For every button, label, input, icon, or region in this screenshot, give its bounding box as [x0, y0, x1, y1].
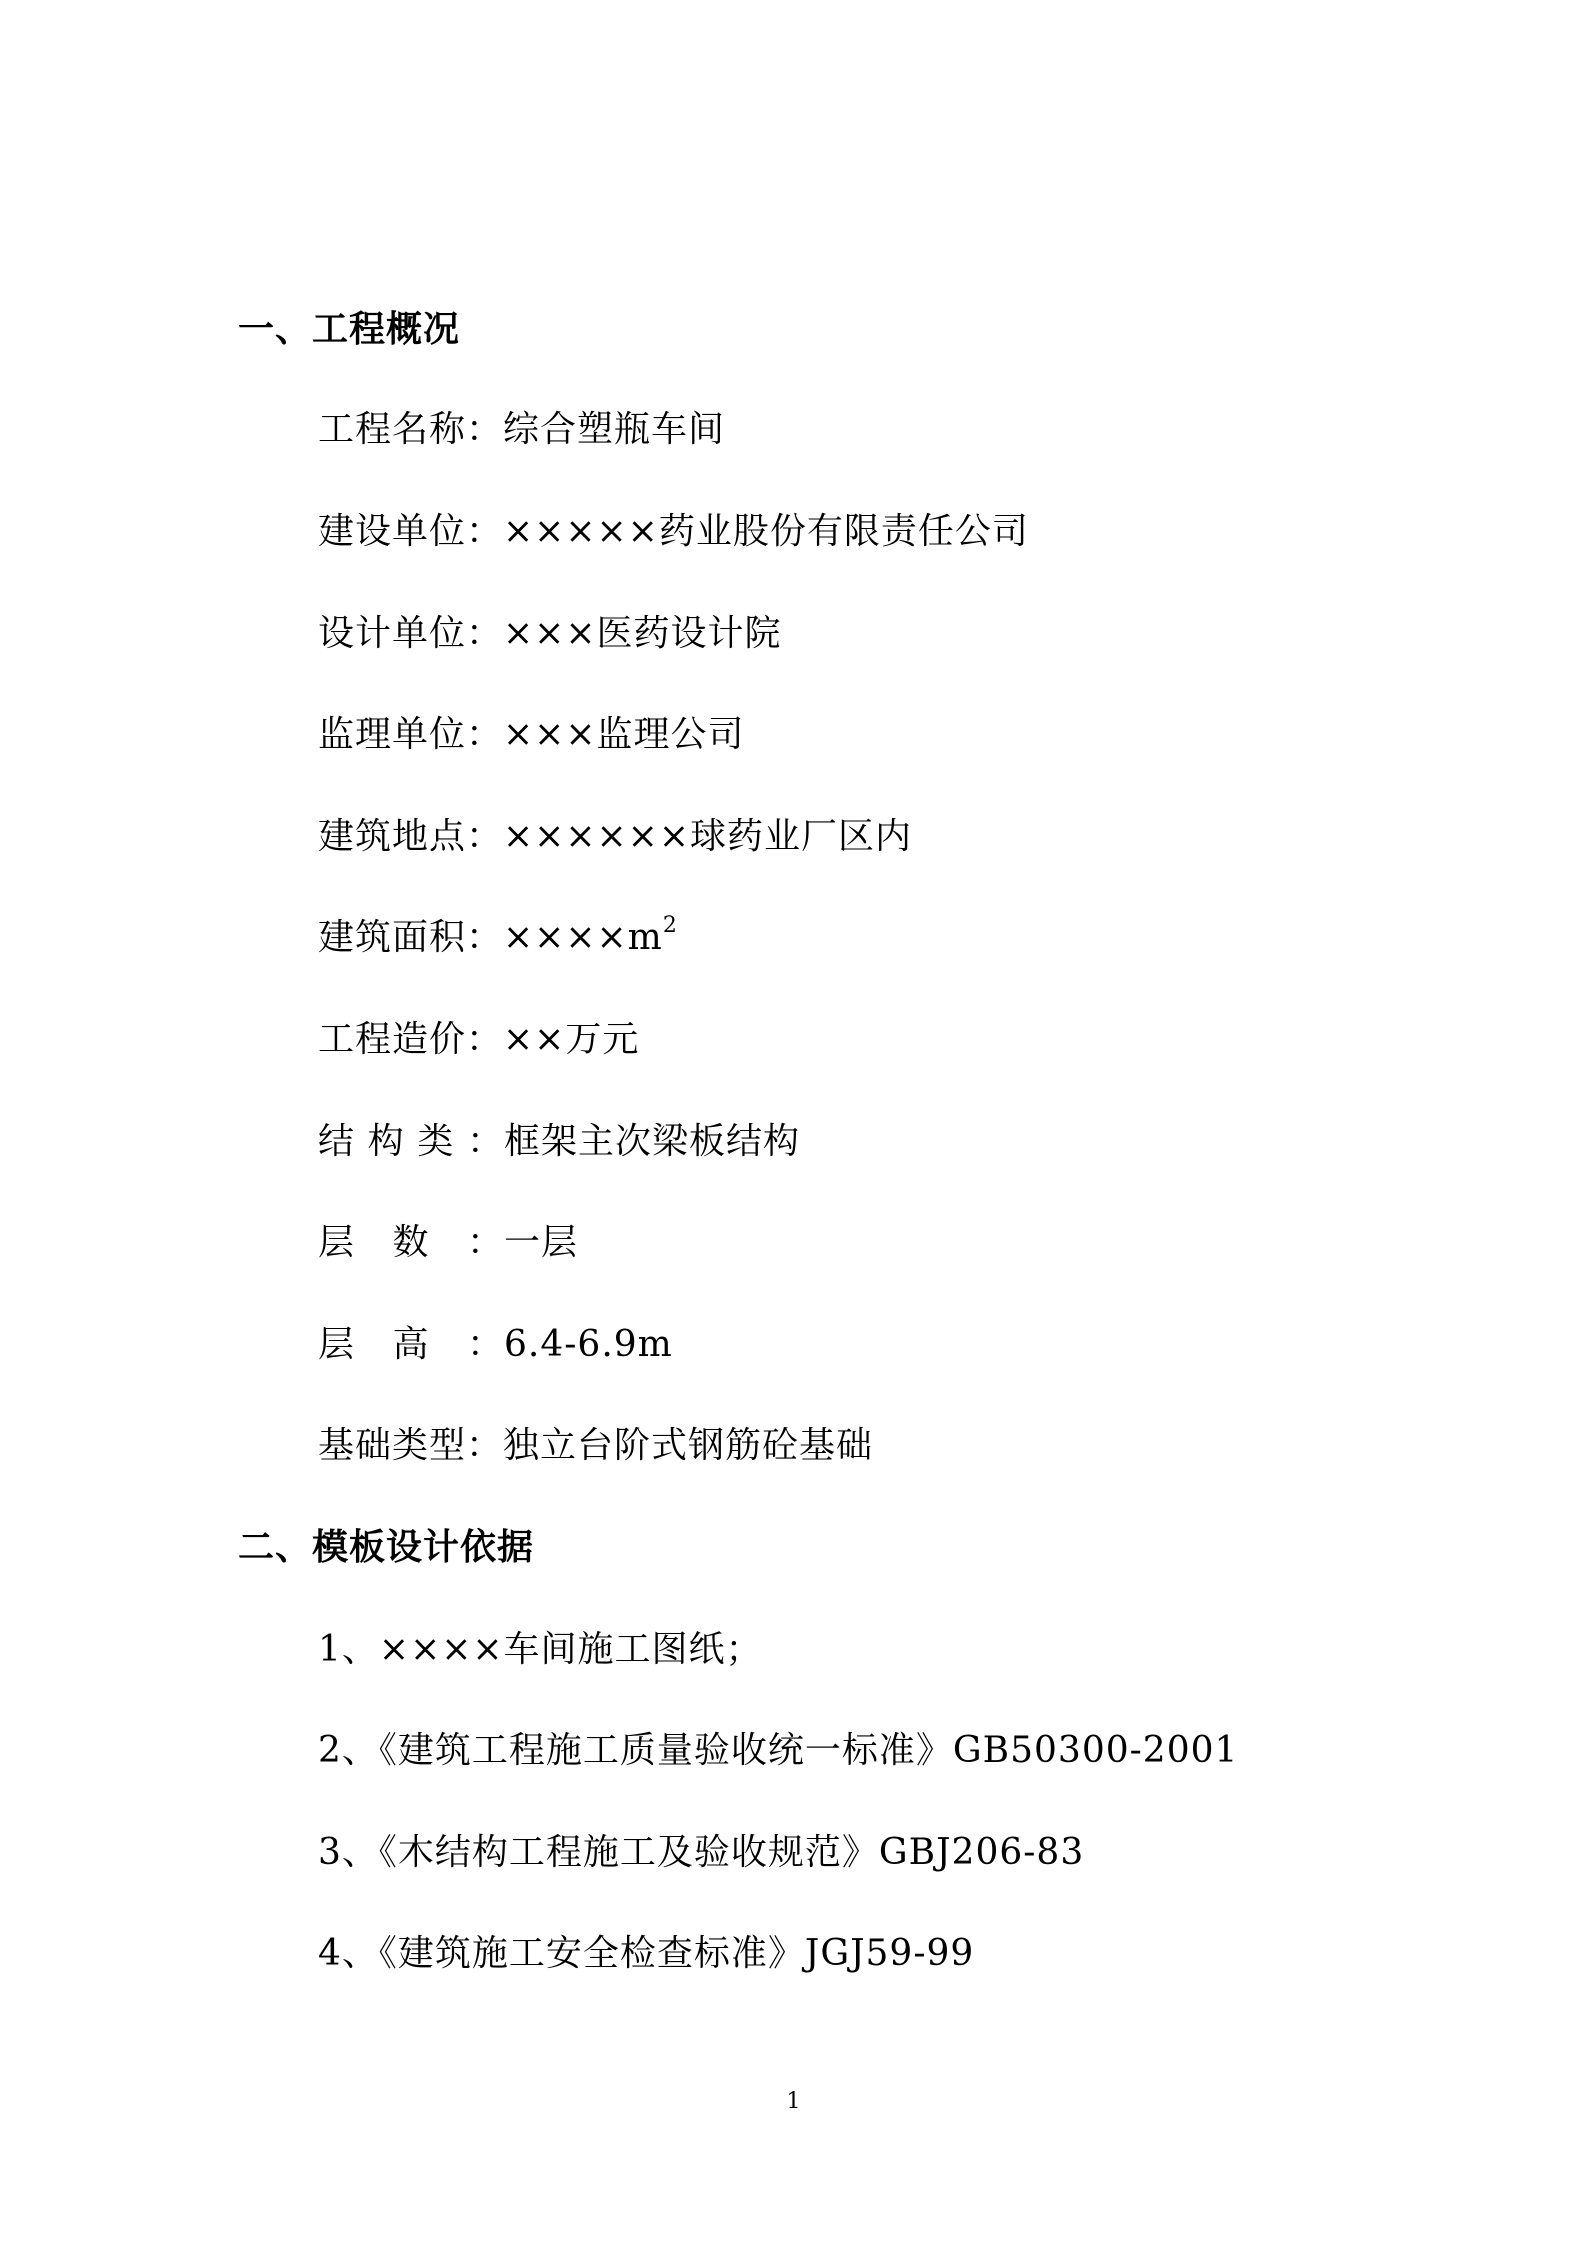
field-value: 一层	[504, 1222, 579, 1263]
field-building-area	[318, 913, 678, 960]
field-value: ××万元	[503, 1019, 640, 1060]
field-project-cost	[318, 1018, 639, 1062]
field-structure-type	[318, 1120, 800, 1164]
page-number: 1	[786, 2089, 801, 2114]
field-label: 基础类型：	[318, 1425, 504, 1466]
section-heading-formwork-basis: 二、模板设计依据	[238, 1527, 535, 1568]
field-label: 结构类：	[318, 1121, 504, 1162]
field-label: 设计单位：	[318, 613, 504, 654]
field-floor-height	[318, 1323, 673, 1367]
field-label: 层数：	[318, 1222, 504, 1263]
field-label: 建筑地点：	[318, 816, 504, 857]
field-value: 6.4-6.9m	[504, 1324, 673, 1365]
field-value: 独立台阶式钢筋砼基础	[503, 1425, 874, 1466]
field-value: ××××××球药业厂区内	[503, 816, 913, 857]
field-label: 工程名称：	[318, 409, 504, 450]
basis-item-3: 3、《木结构工程施工及验收规范》GBJ206-83	[318, 1832, 1085, 1873]
field-floor-count	[318, 1221, 578, 1265]
basis-item-1: 1、××××车间施工图纸；	[318, 1629, 763, 1670]
field-value: ×××监理公司	[503, 714, 745, 755]
basis-item-2: 2、《建筑工程施工质量验收统一标准》GB50300-2001	[318, 1730, 1239, 1771]
basis-item-4: 4、《建筑施工安全检查标准》JGJ59-99	[318, 1933, 975, 1974]
section-heading-overview: 一、工程概况	[238, 309, 461, 350]
field-foundation-type	[318, 1424, 873, 1468]
field-label: 建筑面积：	[318, 917, 504, 958]
field-label: 工程造价：	[318, 1019, 504, 1060]
field-value: ×××医药设计院	[503, 613, 782, 654]
field-design-unit	[318, 612, 782, 656]
field-builder-unit	[318, 510, 1029, 554]
field-value: 框架主次梁板结构	[504, 1121, 801, 1162]
field-project-name	[318, 408, 725, 452]
field-building-location	[318, 815, 912, 859]
field-value: ×××××药业股份有限责任公司	[503, 511, 1029, 552]
field-label: 层高：	[318, 1324, 504, 1365]
field-label: 监理单位：	[318, 714, 504, 755]
field-supervision-unit	[318, 713, 745, 757]
area-unit-superscript: 2	[662, 913, 678, 938]
field-label: 建设单位：	[318, 511, 504, 552]
field-value: 综合塑瓶车间	[503, 409, 726, 450]
field-value: ××××m	[503, 917, 663, 958]
